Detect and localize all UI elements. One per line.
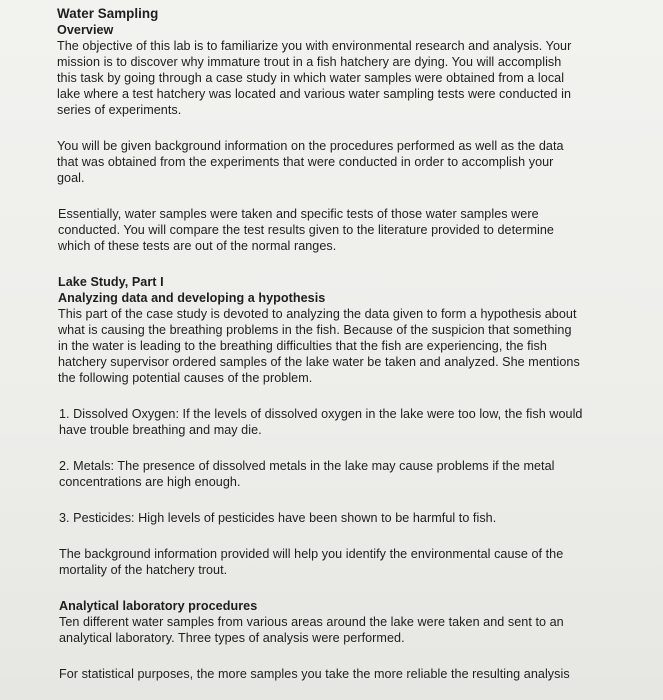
paragraph-line: in the water is leading to the breathing difficulties that the fish are experiencing, the fish [58,339,547,353]
paragraph-line: lake where a test hatchery was located and various water sampling tests were conducted in [57,87,572,101]
list-item-metals [57,458,597,490]
paragraph-line: You will be given background information on the procedures performed as well as the data [57,139,564,153]
paragraph-line: For statistical purposes, the more samples you take the more reliable the resulting analysis [59,667,570,681]
lab-procedures-heading: Analytical laboratory procedures [59,599,258,613]
paragraph-line: series of experiments. [57,103,182,117]
document-title: Water Sampling [57,6,159,21]
list-item-line: concentrations are high enough. [59,475,241,489]
list-item-line: 3. Pesticides: High levels of pesticides have been shown to be harmful to fish. [59,511,497,525]
list-item-line: 1. Dissolved Oxygen: If the levels of dissolved oxygen in the lake were too low, the fish would [59,407,583,421]
paragraph-line: The background information provided will help you identify the environmental cause of the [59,547,564,561]
paragraph-line: Ten different water samples from various areas around the lake were taken and sent to an [59,615,564,629]
paragraph-line: Essentially, water samples were taken and specific tests of those water samples were [58,207,539,221]
paragraph-objective [57,38,597,118]
list-item-line: 2. Metals: The presence of dissolved metals in the lake may cause problems if the metal [59,459,555,473]
paragraph-line: The objective of this lab is to familiarize you with environmental research and analysis. Your [57,39,572,53]
paragraph-line: this task by going through a case study in which water samples were obtained from a local [57,71,565,85]
paragraph-line: goal. [57,171,85,185]
paragraph-line: mission is to discover why immature trout in a fish hatchery are dying. You will accomplish [57,55,562,69]
paragraph-line: This part of the case study is devoted to analyzing the data given to form a hypothesis about [58,307,577,321]
list-item-dissolved-oxygen [57,406,597,438]
paragraph-background [57,138,597,186]
paragraph-essentially [57,206,597,254]
paragraph-line: hatchery supervisor ordered samples of the lake water be taken and analyzed. She mentions [58,355,580,369]
paragraph-statistical [57,666,597,682]
paragraph-line: which of these tests are out of the normal ranges. [58,239,337,253]
document-body [57,6,597,682]
paragraph-samples [57,614,597,646]
paragraph-line: conducted. You will compare the test results given to the literature provided to determine [58,223,554,237]
list-item-pesticides [57,510,597,526]
paragraph-line: mortality of the hatchery trout. [59,563,228,577]
paragraph-line: that was obtained from the experiments that were conducted in order to accomplish your [57,155,554,169]
paragraph-line: what is causing the breathing problems in the fish. Because of the suspicion that something [58,323,572,337]
overview-heading: Overview [57,23,114,37]
analyzing-heading: Analyzing data and developing a hypothesis [58,291,326,305]
paragraph-case-study [57,306,597,386]
paragraph-line: the following potential causes of the problem. [58,371,313,385]
paragraph-mortality [57,546,597,578]
paragraph-line: analytical laboratory. Three types of analysis were performed. [59,631,405,645]
list-item-line: have trouble breathing and may die. [59,423,262,437]
lake-study-heading: Lake Study, Part I [58,275,164,289]
